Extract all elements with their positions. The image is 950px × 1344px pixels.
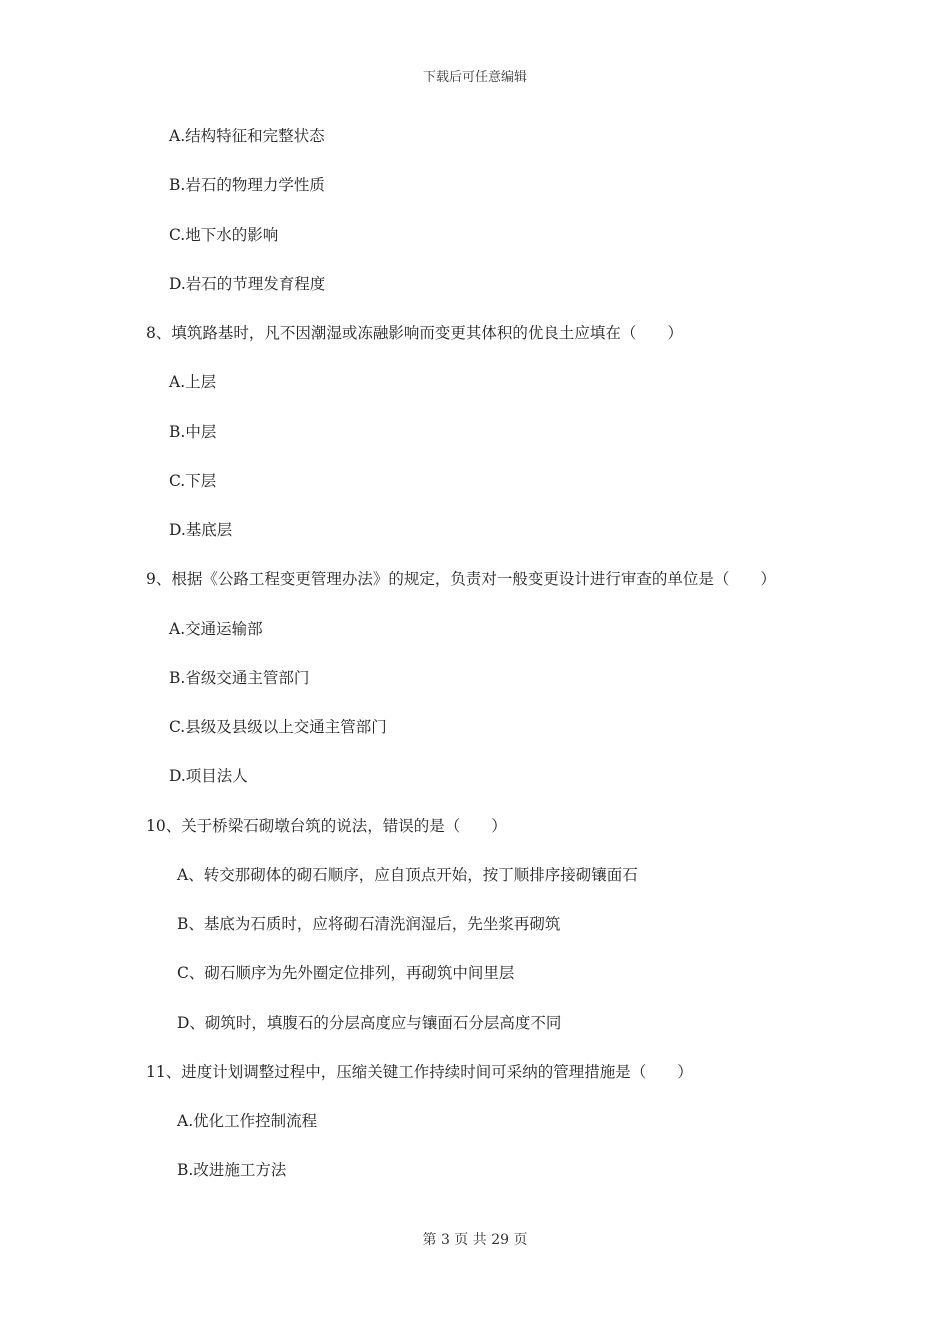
- question-text: 8、填筑路基时，凡不因潮湿或冻融影响而变更其体积的优良土应填在（ ）: [146, 324, 683, 342]
- option-text: A、转交那砌体的砌石顺序，应自顶点开始，按丁顺排序接砌镶面石: [177, 866, 638, 884]
- question-text: 11、进度计划调整过程中，压缩关键工作持续时间可采纳的管理措施是（ ）: [146, 1063, 693, 1081]
- page-footer: 第 3 页 共 29 页: [422, 1232, 528, 1248]
- option-text: B.省级交通主管部门: [169, 669, 310, 687]
- option-text: C.下层: [169, 472, 217, 490]
- option-text: D.项目法人: [169, 767, 248, 785]
- option-text: C.地下水的影响: [169, 226, 279, 244]
- page-header: 下载后可任意编辑: [422, 70, 527, 85]
- option-text: A.优化工作控制流程: [177, 1112, 318, 1130]
- question-text: 9、根据《公路工程变更管理办法》的规定，负责对一般变更设计进行审查的单位是（ ）: [146, 570, 776, 588]
- option-text: C、砌石顺序为先外圈定位排列，再砌筑中间里层: [177, 964, 515, 982]
- option-text: A.上层: [169, 373, 217, 391]
- option-text: B、基底为石质时，应将砌石清洗润湿后，先坐浆再砌筑: [177, 915, 561, 933]
- option-text: A.结构特征和完整状态: [169, 127, 325, 145]
- option-text: B.中层: [169, 423, 217, 441]
- option-text: D.岩石的节理发育程度: [169, 275, 326, 293]
- option-text: A.交通运输部: [169, 620, 263, 638]
- option-text: D、砌筑时，填腹石的分层高度应与镶面石分层高度不同: [177, 1014, 562, 1032]
- question-text: 10、关于桥梁石砌墩台筑的说法，错误的是（ ）: [146, 817, 507, 835]
- option-text: B.改进施工方法: [177, 1161, 287, 1179]
- option-text: D.基底层: [169, 521, 233, 539]
- option-text: B.岩石的物理力学性质: [169, 176, 325, 194]
- option-text: C.县级及县级以上交通主管部门: [169, 718, 387, 736]
